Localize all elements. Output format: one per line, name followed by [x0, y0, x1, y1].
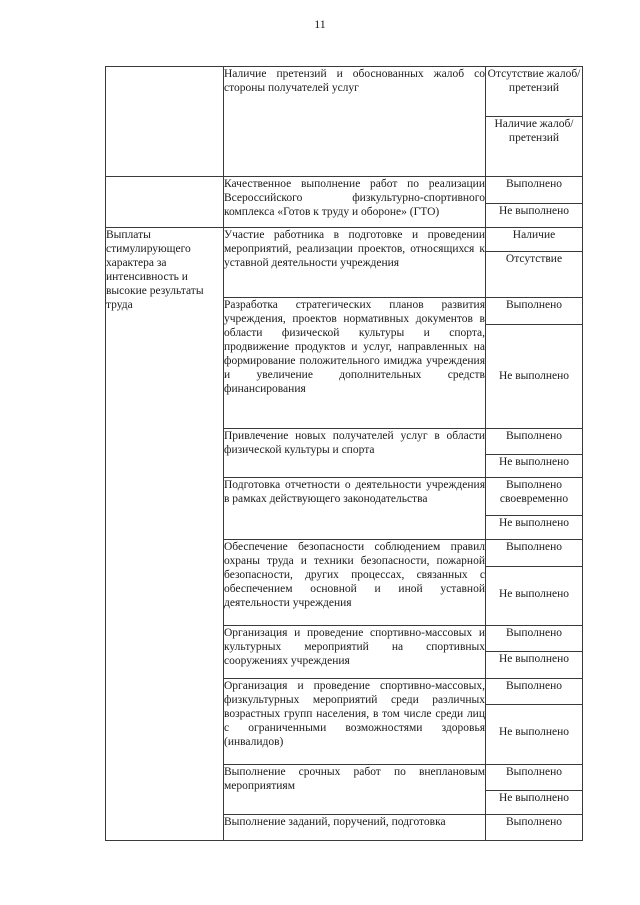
value-cell: Выполнено: [486, 540, 583, 567]
value-cell: Наличие: [486, 228, 583, 252]
value-cell: Не выполнено: [486, 705, 583, 765]
value-cell: Выполнено: [486, 177, 583, 204]
value-cell: Не выполнено: [486, 567, 583, 626]
value-cell: Отсутствие жалоб/претензий: [486, 67, 583, 117]
criterion-cell: Разработка стратегических планов развития учреждения, проектов нормативных документов в области физической культуры и спорта, продвижение продуктов и услуг, направленных на формирование положительного имиджа учреждения и увеличение дополнительных средств финансирования: [224, 298, 486, 429]
table-row: [106, 228, 583, 252]
page-number: 11: [314, 17, 326, 31]
value-cell: Выполнено: [486, 679, 583, 705]
value-cell: Не выполнено: [486, 652, 583, 679]
table-row: [106, 177, 583, 204]
value-cell: Выполнено: [486, 815, 583, 841]
criterion-cell: Выполнение заданий, поручений, подготовка: [224, 815, 486, 841]
table-row: [106, 67, 583, 117]
criterion-cell: Участие работника в подготовке и проведении мероприятий, реализации проектов, относящихся к уставной деятельности учреждения: [224, 228, 486, 298]
value-cell: Выполнено: [486, 298, 583, 325]
value-cell: Не выполнено: [486, 325, 583, 429]
value-cell: Выполнено своевременно: [486, 478, 583, 516]
criterion-cell: Привлечение новых получателей услуг в области физической культуры и спорта: [224, 429, 486, 478]
value-cell: Отсутствие: [486, 252, 583, 298]
criterion-cell: Наличие претензий и обоснованных жалоб со стороны получателей услуг: [224, 67, 486, 177]
value-cell: Выполнено: [486, 626, 583, 652]
criterion-cell: Подготовка отчетности о деятельности учреждения в рамках действующего законодательства: [224, 478, 486, 540]
criterion-cell: Выполнение срочных работ по внеплановым мероприятиям: [224, 765, 486, 815]
category-cell-empty: [106, 67, 224, 177]
criterion-cell: Качественное выполнение работ по реализации Всероссийского физкультурно-спортивного комплекса «Готов к труду и обороне» (ГТО): [224, 177, 486, 228]
value-cell: Выполнено: [486, 765, 583, 791]
value-cell: Наличие жалоб/претензий: [486, 117, 583, 177]
criterion-cell: Обеспечение безопасности соблюдением правил охраны труда и техники безопасности, пожарной безопасности, других процессах, связанных с обеспечением основной и иной уставной деятельности учреждения: [224, 540, 486, 626]
value-cell: Не выполнено: [486, 791, 583, 815]
criterion-cell: Организация и проведение спортивно-массовых и культурных мероприятий на спортивных сооружениях учреждения: [224, 626, 486, 679]
value-cell: Не выполнено: [486, 516, 583, 540]
criteria-table: [105, 66, 583, 841]
category-cell: Выплаты стимулирующего характера за интенсивность и высокие результаты труда: [106, 228, 224, 841]
value-cell: Выполнено: [486, 429, 583, 455]
criterion-cell: Организация и проведение спортивно-массовых, физкультурных мероприятий среди различных возрастных групп населения, в том числе среди лиц с ограниченными возможностями здоровья (инвалидов): [224, 679, 486, 765]
category-cell-empty: [106, 177, 224, 228]
value-cell: Не выполнено: [486, 455, 583, 478]
value-cell: Не выполнено: [486, 204, 583, 228]
